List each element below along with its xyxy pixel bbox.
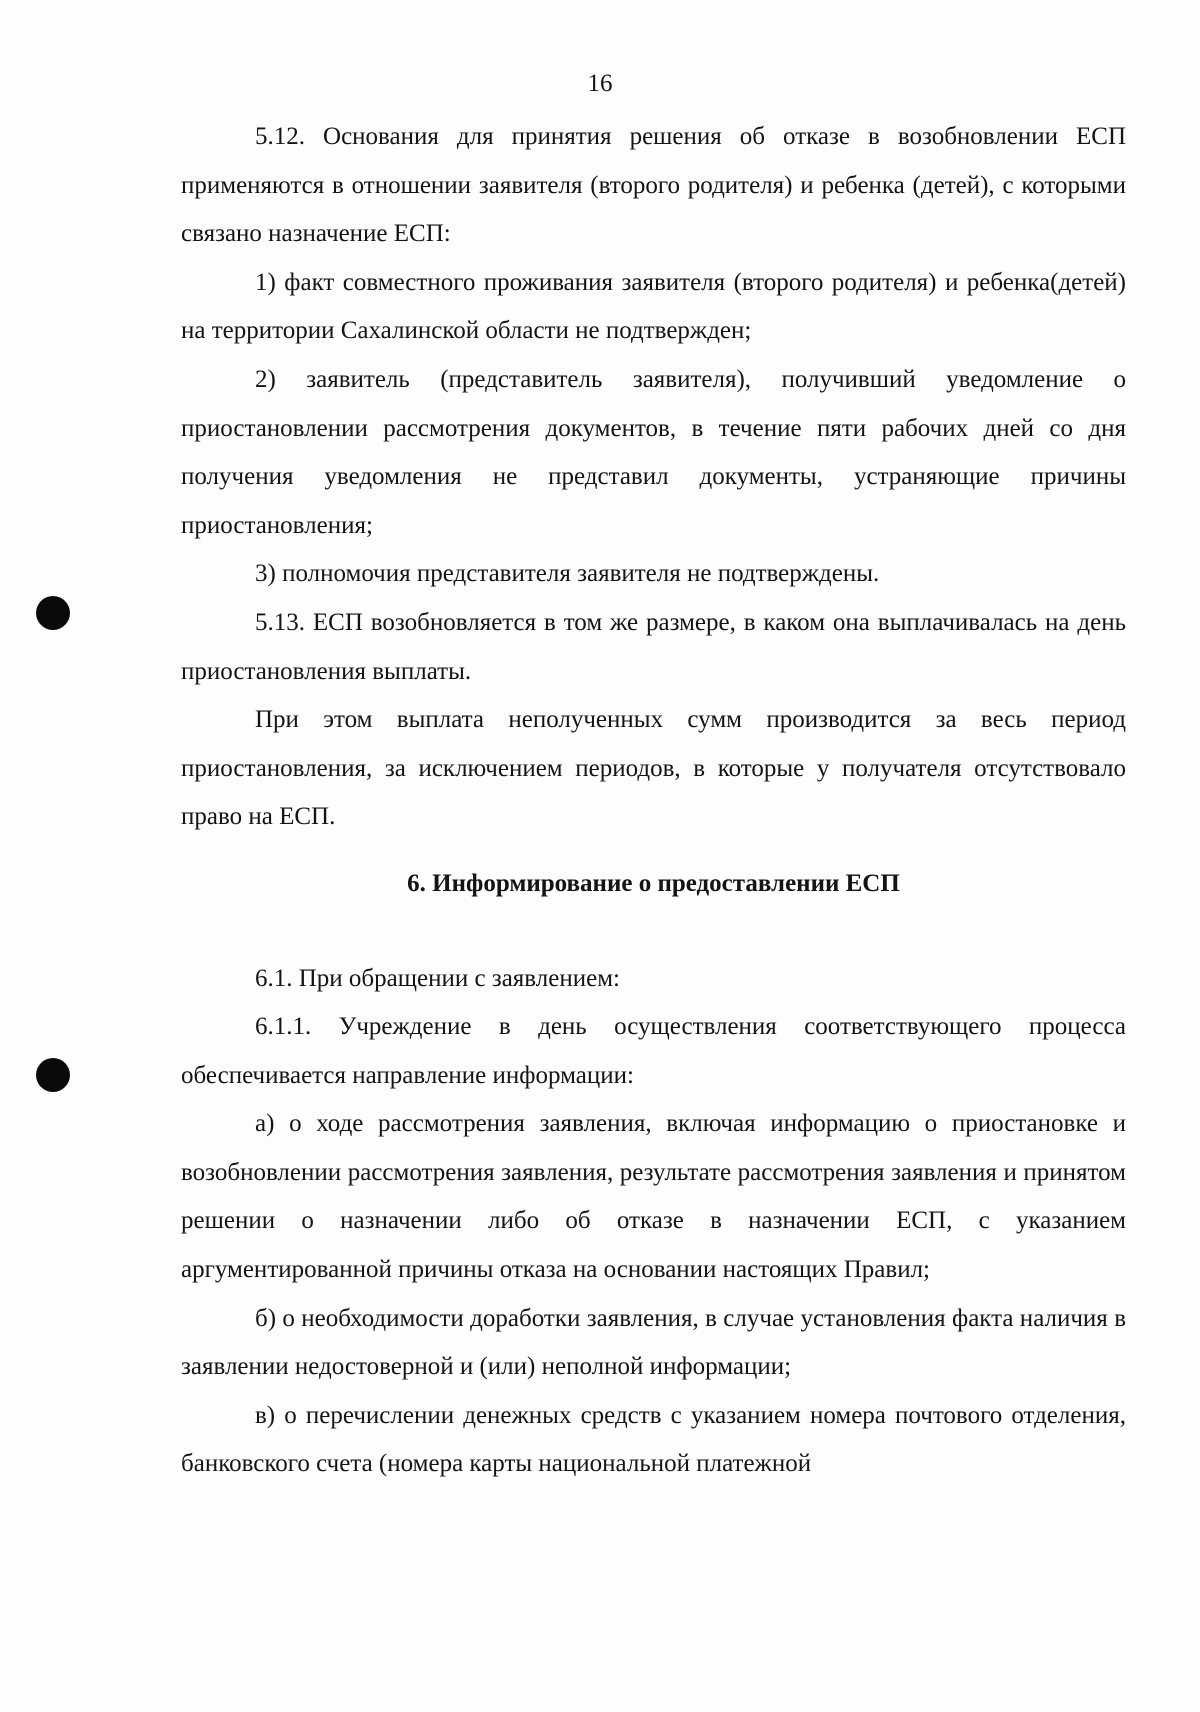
list-item-v: в) о перечислении денежных средств с указанием номера почтового отделения, банковского счета (номера карты национальной платежной xyxy=(181,1401,1126,1478)
paragraph-6-1-1: 6.1.1. Учреждение в день осуществления соответствующего процесса обеспечивается направление информации: xyxy=(181,1013,1126,1089)
list-item-a: а) о ходе рассмотрения заявления, включая информацию о приостановке и возобновлении рассмотрения заявления, результате рассмотрения заявления и принятом решении о назначении либо об отказе в назначении ЕСП, с указанием аргументированной причины отказа на основании настоящих Правил; xyxy=(181,1110,1126,1284)
section-heading: 6. Информирование о предоставлении ЕСП xyxy=(407,869,900,897)
list-item-1: 1) факт совместного проживания заявителя (второго родителя) и ребенка(детей) на территории Сахалинской области не подтвержден; xyxy=(181,268,1126,345)
paragraph-6-1: 6.1. При обращении с заявлением: xyxy=(255,964,620,992)
punch-hole xyxy=(36,596,70,630)
list-item-2: 2) заявитель (представитель заявителя), получивший уведомление о приостановлении рассмотрения документов, в течение пяти рабочих дней со дня получения уведомления не представил документы, устраняющие причины приостановления; xyxy=(181,365,1126,539)
list-item-3: 3) полномочия представителя заявителя не подтверждены. xyxy=(255,560,880,588)
punch-hole xyxy=(36,1058,70,1092)
list-item-b: б) о необходимости доработки заявления, в случае установления факта наличия в заявлении недостоверной и (или) неполной информации; xyxy=(181,1304,1126,1381)
paragraph-5-12: 5.12. Основания для принятия решения об отказе в возобновлении ЕСП применяются в отношении заявителя (второго родителя) и ребенка (детей), с которыми связано назначение ЕСП: xyxy=(181,123,1126,248)
paragraph-5-13: 5.13. ЕСП возобновляется в том же размере, в каком она выплачивалась на день приостановления выплаты. xyxy=(181,608,1126,685)
paragraph-payment-period: При этом выплата неполученных сумм производится за весь период приостановления, за исключением периодов, в которые у получателя отсутствовало право на ЕСП. xyxy=(181,706,1126,831)
page-number: 16 xyxy=(587,70,613,97)
document-body xyxy=(181,113,1126,1489)
